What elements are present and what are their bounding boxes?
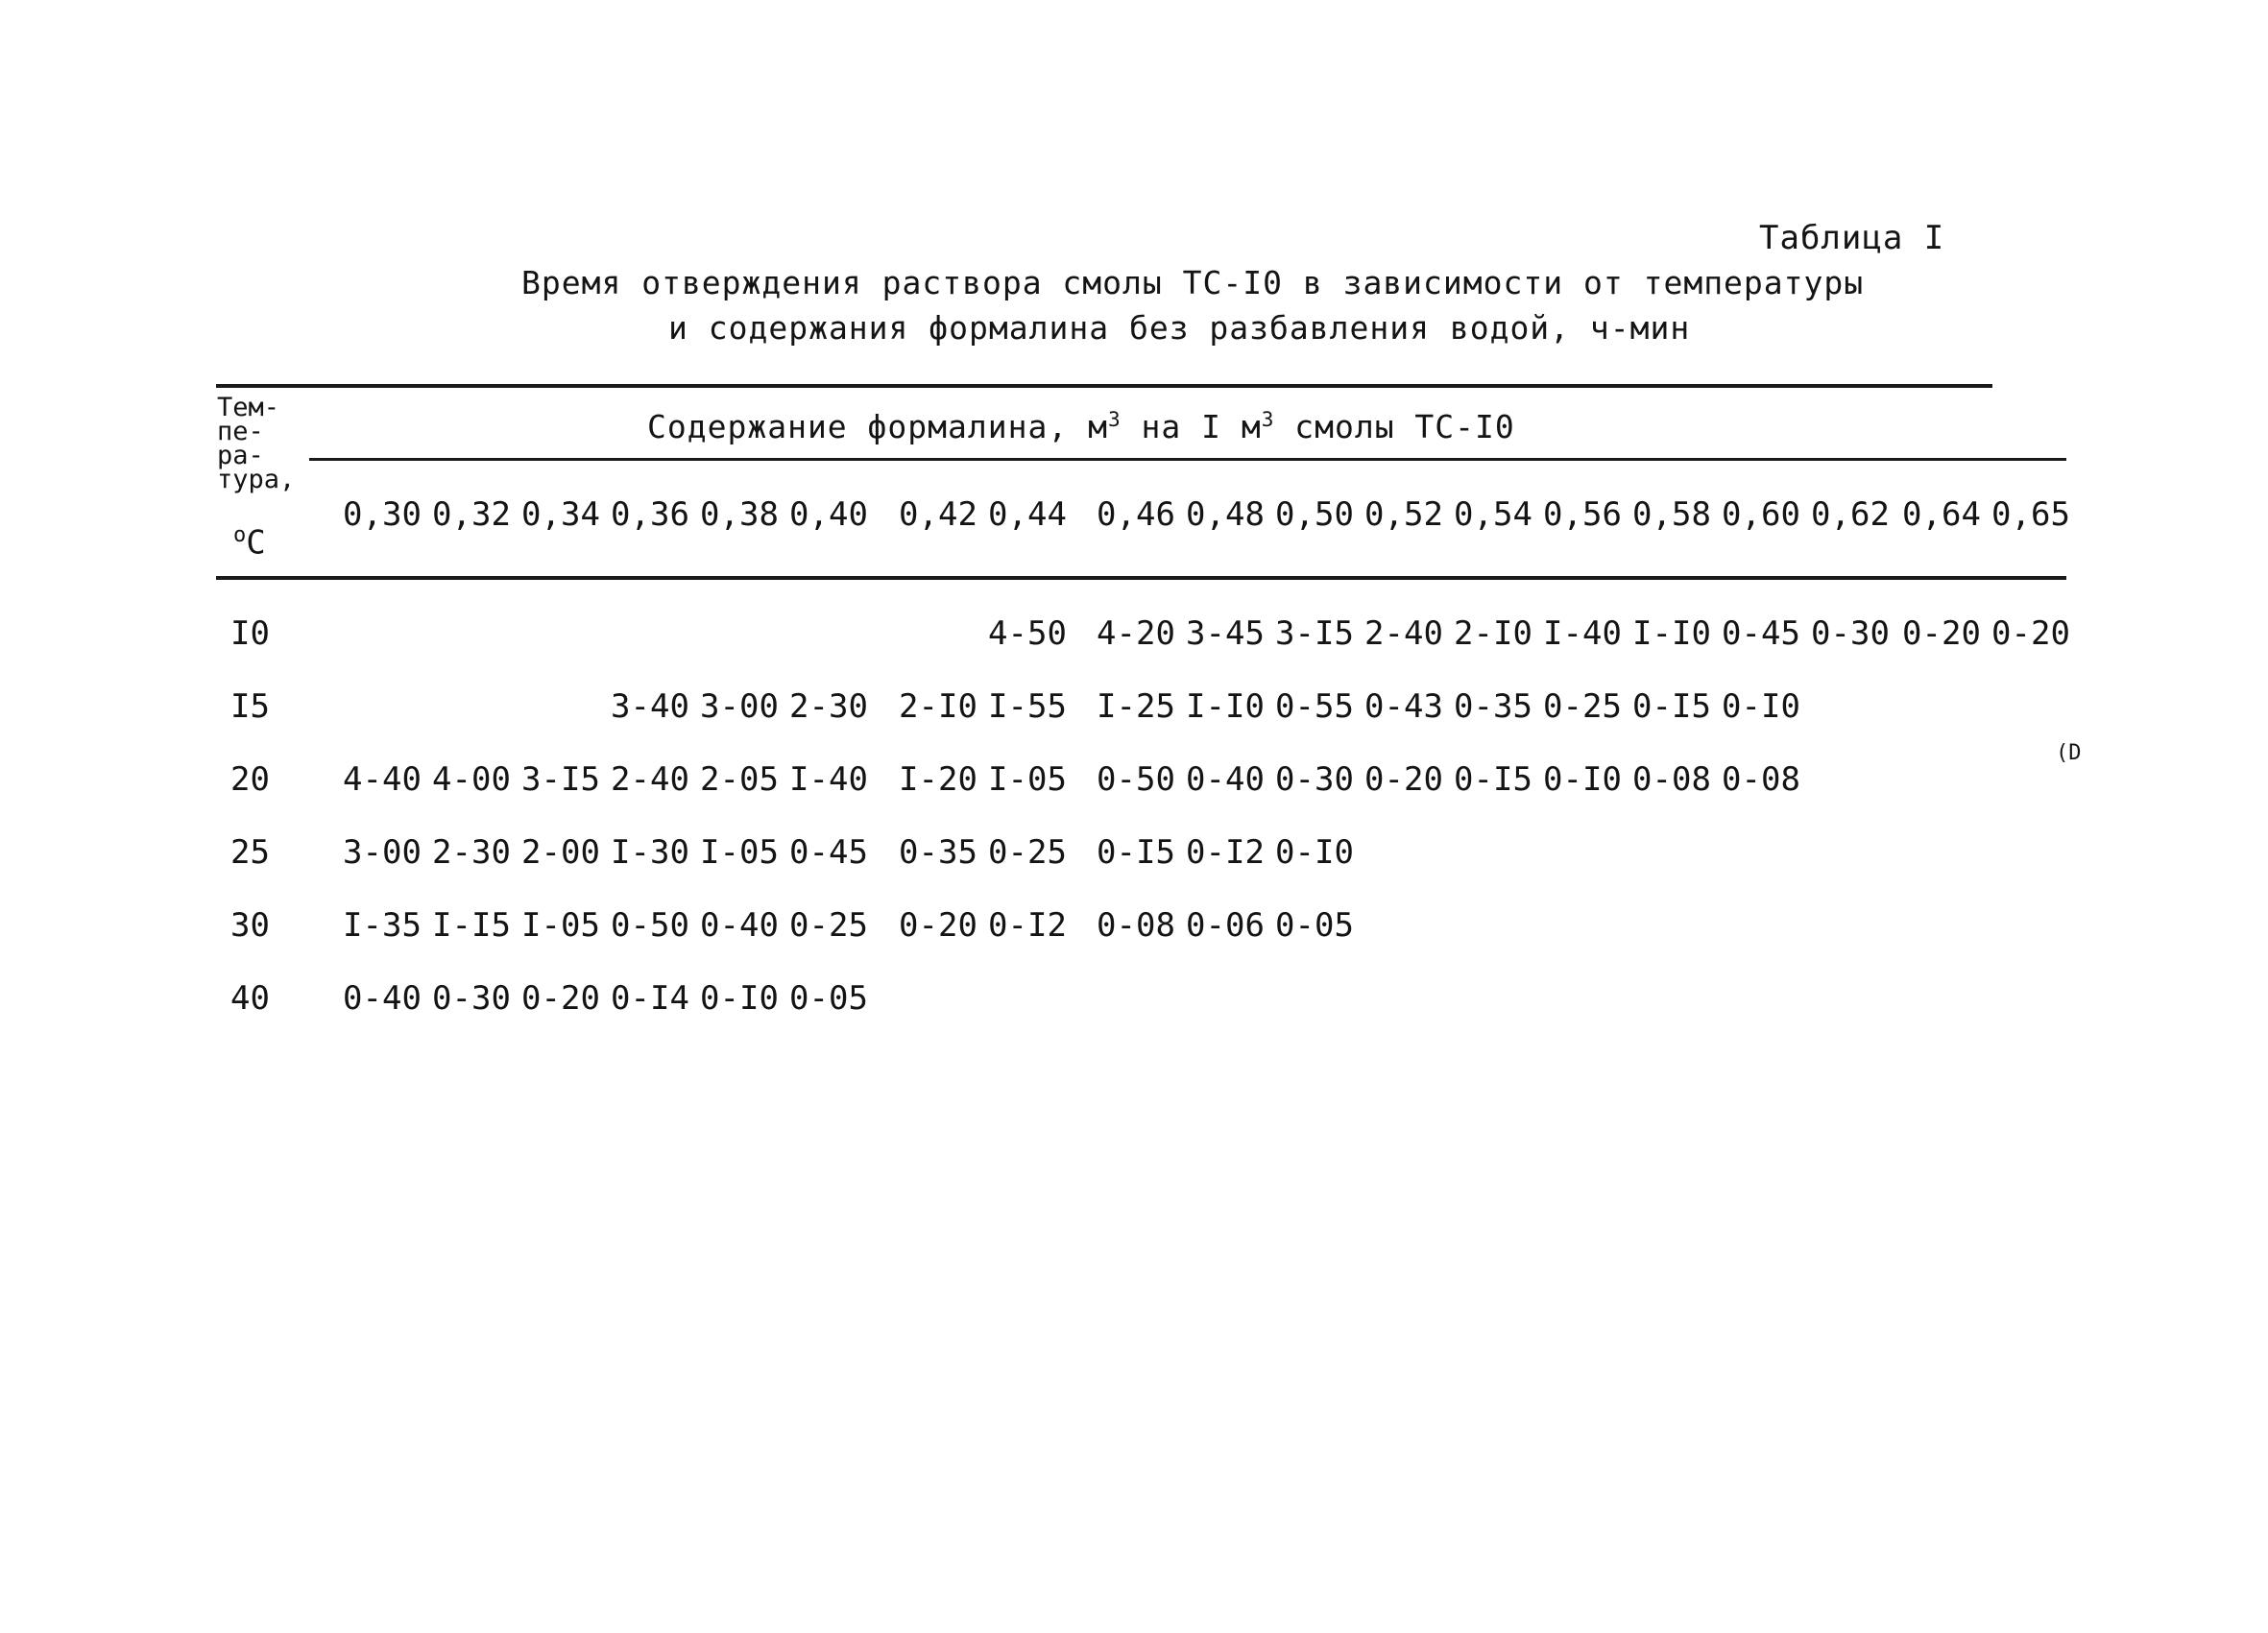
table-cell-curing-time: 0-06	[1186, 906, 1265, 945]
table-cell-curing-time: 0-50	[1097, 760, 1175, 799]
table-cell-curing-time: 0-40	[343, 979, 422, 1018]
table-cell-curing-time: I-55	[988, 687, 1067, 726]
table-cell-curing-time: 0-I2	[1186, 833, 1265, 872]
table-cell-curing-time: I-35	[343, 906, 422, 945]
table-cell-curing-time: 4-20	[1097, 614, 1175, 653]
table-cell-curing-time: 4-00	[432, 760, 511, 799]
table-cell-curing-time: 0-08	[1722, 760, 1800, 799]
table-cell-curing-time: 0-I5	[1632, 687, 1711, 726]
table-cell-curing-time: 2-00	[521, 833, 600, 872]
table-cell-curing-time: 0-05	[789, 979, 868, 1018]
table-cell-curing-time: 2-30	[789, 687, 868, 726]
column-header-formalin: 0,65	[1991, 495, 2070, 534]
table-cell-curing-time: I-40	[1543, 614, 1622, 653]
row-temperature: I5	[230, 687, 270, 726]
header-bottom-rule	[216, 576, 2066, 580]
table-cell-curing-time: I-05	[988, 760, 1067, 799]
table-cell-curing-time: 0-45	[1722, 614, 1800, 653]
column-header-formalin: 0,50	[1275, 495, 1354, 534]
table-cell-curing-time: 0-05	[1275, 906, 1354, 945]
table-cell-curing-time: 0-20	[1902, 614, 1981, 653]
table-cell-curing-time: 0-I0	[700, 979, 779, 1018]
table-cell-curing-time: I-30	[611, 833, 689, 872]
table-cell-curing-time: 2-I0	[899, 687, 977, 726]
table-cell-curing-time: 2-I0	[1454, 614, 1532, 653]
table-cell-curing-time: 0-08	[1632, 760, 1711, 799]
table-cell-curing-time: 0-25	[789, 906, 868, 945]
table-number-label: Таблица I	[1759, 219, 1945, 257]
table-cell-curing-time: 0-43	[1364, 687, 1443, 726]
table-cell-curing-time: I-05	[700, 833, 779, 872]
table-cell-curing-time: 0-55	[1275, 687, 1354, 726]
table-cell-curing-time: 2-05	[700, 760, 779, 799]
table-cell-curing-time: I-I0	[1632, 614, 1711, 653]
column-header-formalin: 0,38	[700, 495, 779, 534]
table-cell-curing-time: 4-40	[343, 760, 422, 799]
table-cell-curing-time: I-05	[521, 906, 600, 945]
temperature-column-header: Тем- пе- ра- тура,	[217, 393, 296, 494]
table-cell-curing-time: 0-30	[432, 979, 511, 1018]
column-header-formalin: 0,40	[789, 495, 868, 534]
column-header-formalin: 0,34	[521, 495, 600, 534]
table-cell-curing-time: 0-20	[899, 906, 977, 945]
table-cell-curing-time: 0-20	[521, 979, 600, 1018]
table-cell-curing-time: I-25	[1097, 687, 1175, 726]
row-temperature: 30	[230, 906, 270, 945]
table-caption-line-2: и содержания формалина без разбавления водой, ч-мин	[668, 309, 1691, 347]
column-header-formalin: 0,32	[432, 495, 511, 534]
table-cell-curing-time: 0-45	[789, 833, 868, 872]
temperature-unit: $^о$С	[233, 523, 266, 563]
table-cell-curing-time: I-I5	[432, 906, 511, 945]
table-cell-curing-time: 0-20	[1364, 760, 1443, 799]
table-cell-curing-time: 0-30	[1275, 760, 1354, 799]
column-header-formalin: 0,48	[1186, 495, 1265, 534]
table-cell-curing-time: 4-50	[988, 614, 1067, 653]
column-header-formalin: 0,36	[611, 495, 689, 534]
table-cell-curing-time: 3-I5	[521, 760, 600, 799]
margin-mark: (D	[2056, 741, 2082, 765]
header-divider-rule	[309, 458, 2066, 461]
table-cell-curing-time: 0-35	[899, 833, 977, 872]
column-header-formalin: 0,52	[1364, 495, 1443, 534]
table-cell-curing-time: 0-I5	[1454, 760, 1532, 799]
column-header-formalin: 0,46	[1097, 495, 1175, 534]
table-cell-curing-time: 0-50	[611, 906, 689, 945]
column-header-formalin: 0,44	[988, 495, 1067, 534]
table-cell-curing-time: 0-I0	[1543, 760, 1622, 799]
table-cell-curing-time: 0-30	[1811, 614, 1890, 653]
table-cell-curing-time: 2-30	[432, 833, 511, 872]
column-header-formalin: 0,62	[1811, 495, 1890, 534]
table-cell-curing-time: 0-20	[1991, 614, 2070, 653]
table-caption-line-1: Время отверждения раствора смолы ТС-I0 в зависимости от температуры	[521, 264, 1865, 301]
formalin-content-group-header: Содержание формалина, $м^3$ на I $м^3$ смолы ТС-I0	[647, 408, 1515, 445]
table-cell-curing-time: 0-35	[1454, 687, 1532, 726]
table-cell-curing-time: 3-I5	[1275, 614, 1354, 653]
column-header-formalin: 0,64	[1902, 495, 1981, 534]
row-temperature: I0	[230, 614, 270, 653]
table-cell-curing-time: 3-00	[343, 833, 422, 872]
row-temperature: 40	[230, 979, 270, 1018]
column-header-formalin: 0,42	[899, 495, 977, 534]
table-cell-curing-time: 2-40	[1364, 614, 1443, 653]
table-cell-curing-time: I-I0	[1186, 687, 1265, 726]
table-cell-curing-time: 0-08	[1097, 906, 1175, 945]
table-cell-curing-time: 2-40	[611, 760, 689, 799]
table-cell-curing-time: 0-I0	[1722, 687, 1800, 726]
table-top-rule	[216, 384, 1992, 388]
column-header-formalin: 0,58	[1632, 495, 1711, 534]
row-temperature: 20	[230, 760, 270, 799]
table-cell-curing-time: 0-25	[988, 833, 1067, 872]
table-cell-curing-time: 3-45	[1186, 614, 1265, 653]
table-cell-curing-time: 0-I0	[1275, 833, 1354, 872]
table-cell-curing-time: 0-40	[700, 906, 779, 945]
table-cell-curing-time: 0-25	[1543, 687, 1622, 726]
table-cell-curing-time: 0-I5	[1097, 833, 1175, 872]
column-header-formalin: 0,54	[1454, 495, 1532, 534]
column-header-formalin: 0,60	[1722, 495, 1800, 534]
table-cell-curing-time: 0-40	[1186, 760, 1265, 799]
table-cell-curing-time: I-40	[789, 760, 868, 799]
table-cell-curing-time: 0-I2	[988, 906, 1067, 945]
row-temperature: 25	[230, 833, 270, 872]
table-cell-curing-time: 3-40	[611, 687, 689, 726]
table-cell-curing-time: 0-I4	[611, 979, 689, 1018]
table-cell-curing-time: 3-00	[700, 687, 779, 726]
column-header-formalin: 0,30	[343, 495, 422, 534]
table-cell-curing-time: I-20	[899, 760, 977, 799]
column-header-formalin: 0,56	[1543, 495, 1622, 534]
